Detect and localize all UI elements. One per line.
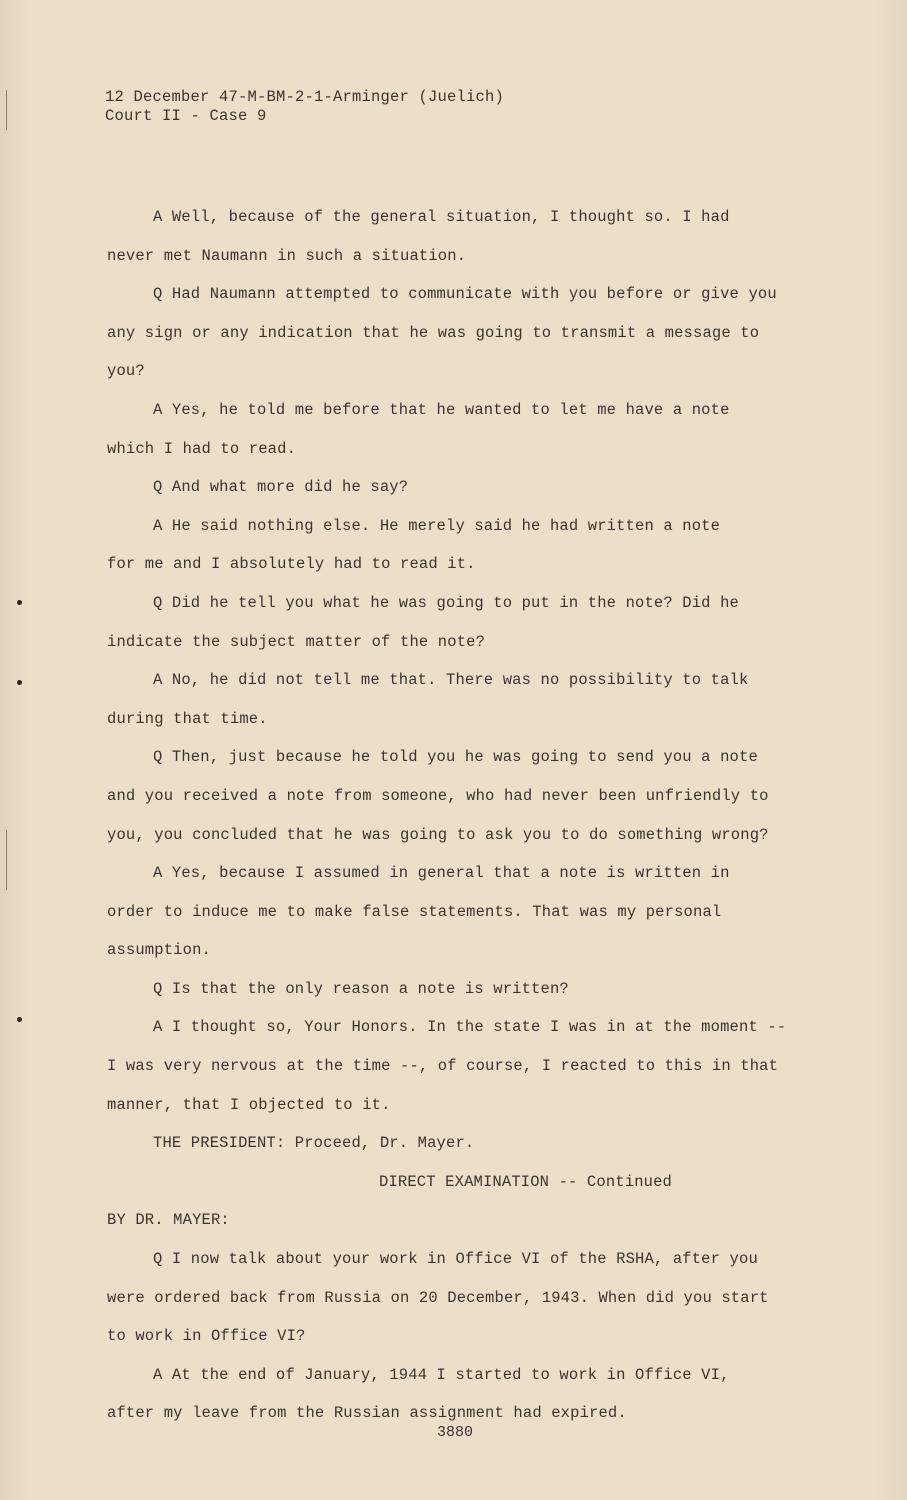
transcript-line: indicate the subject matter of the note? — [107, 632, 486, 651]
transcript-line: A No, he did not tell me that. There was no possibility to talk — [153, 671, 749, 690]
page-edge-mark — [6, 830, 7, 890]
transcript-line: Q I now talk about your work in Office VI of the RSHA, after you — [153, 1250, 758, 1269]
header-reference-line: 12 December 47-M-BM-2-1-Arminger (Juelich) — [105, 88, 505, 106]
page-edge-mark — [6, 90, 7, 130]
transcript-line: during that time. — [107, 709, 268, 728]
transcript-line: A Well, because of the general situation, I thought so. I had — [153, 208, 730, 226]
transcript-line: you, you concluded that he was going to ask you to do something wrong? — [107, 825, 769, 844]
binding-hole-mark — [17, 1017, 22, 1022]
transcript-line: A I thought so, Your Honors. In the state I was in at the moment -- — [153, 1018, 787, 1037]
transcript-line: manner, that I objected to it. — [107, 1095, 391, 1114]
transcript-line: A Yes, he told me before that he wanted to let me have a note — [153, 400, 730, 419]
transcript-line: to work in Office VI? — [107, 1327, 306, 1346]
transcript-line: Q Then, just because he told you he was going to send you a note — [153, 748, 758, 767]
transcript-line: order to induce me to make false statements. That was my personal — [107, 902, 722, 921]
transcript-body — [107, 198, 827, 1433]
transcript-line: I was very nervous at the time --, of course, I reacted to this in that — [107, 1057, 779, 1076]
transcript-line: were ordered back from Russia on 20 December, 1943. When did you start — [107, 1288, 769, 1307]
transcript-line: A Yes, because I assumed in general that a note is written in — [153, 864, 730, 883]
transcript-line: which I had to read. — [107, 439, 297, 458]
transcript-line: after my leave from the Russian assignment had expired. — [107, 1404, 627, 1423]
transcript-line: never met Naumann in such a situation. — [107, 246, 467, 265]
binding-hole-mark — [17, 600, 22, 605]
transcript-line: and you received a note from someone, who had never been unfriendly to — [107, 786, 769, 805]
transcript-line: BY DR. MAYER: — [107, 1211, 230, 1230]
transcript-line: you? — [107, 362, 145, 381]
transcript-line: A He said nothing else. He merely said he had written a note — [153, 516, 721, 535]
transcript-line: A At the end of January, 1944 I started to work in Office VI, — [153, 1365, 730, 1384]
transcript-line: Q Had Naumann attempted to communicate with you before or give you — [153, 285, 777, 304]
transcript-line: THE PRESIDENT: Proceed, Dr. Mayer. — [153, 1134, 475, 1153]
document-header — [105, 88, 504, 126]
header-court-line: Court II - Case 9 — [105, 107, 267, 125]
section-heading: DIRECT EXAMINATION -- Continued — [379, 1172, 672, 1191]
transcript-line: Q Is that the only reason a note is written? — [153, 979, 569, 998]
transcript-line: Q And what more did he say? — [153, 478, 409, 497]
binding-hole-mark — [17, 680, 22, 685]
transcript-line: assumption. — [107, 941, 211, 960]
transcript-line: Q Did he tell you what he was going to put in the note? Did he — [153, 593, 739, 612]
transcript-line: for me and I absolutely had to read it. — [107, 555, 476, 574]
transcript-line: any sign or any indication that he was going to transmit a message to — [107, 323, 760, 342]
page-number: 3880 — [437, 1424, 474, 1441]
